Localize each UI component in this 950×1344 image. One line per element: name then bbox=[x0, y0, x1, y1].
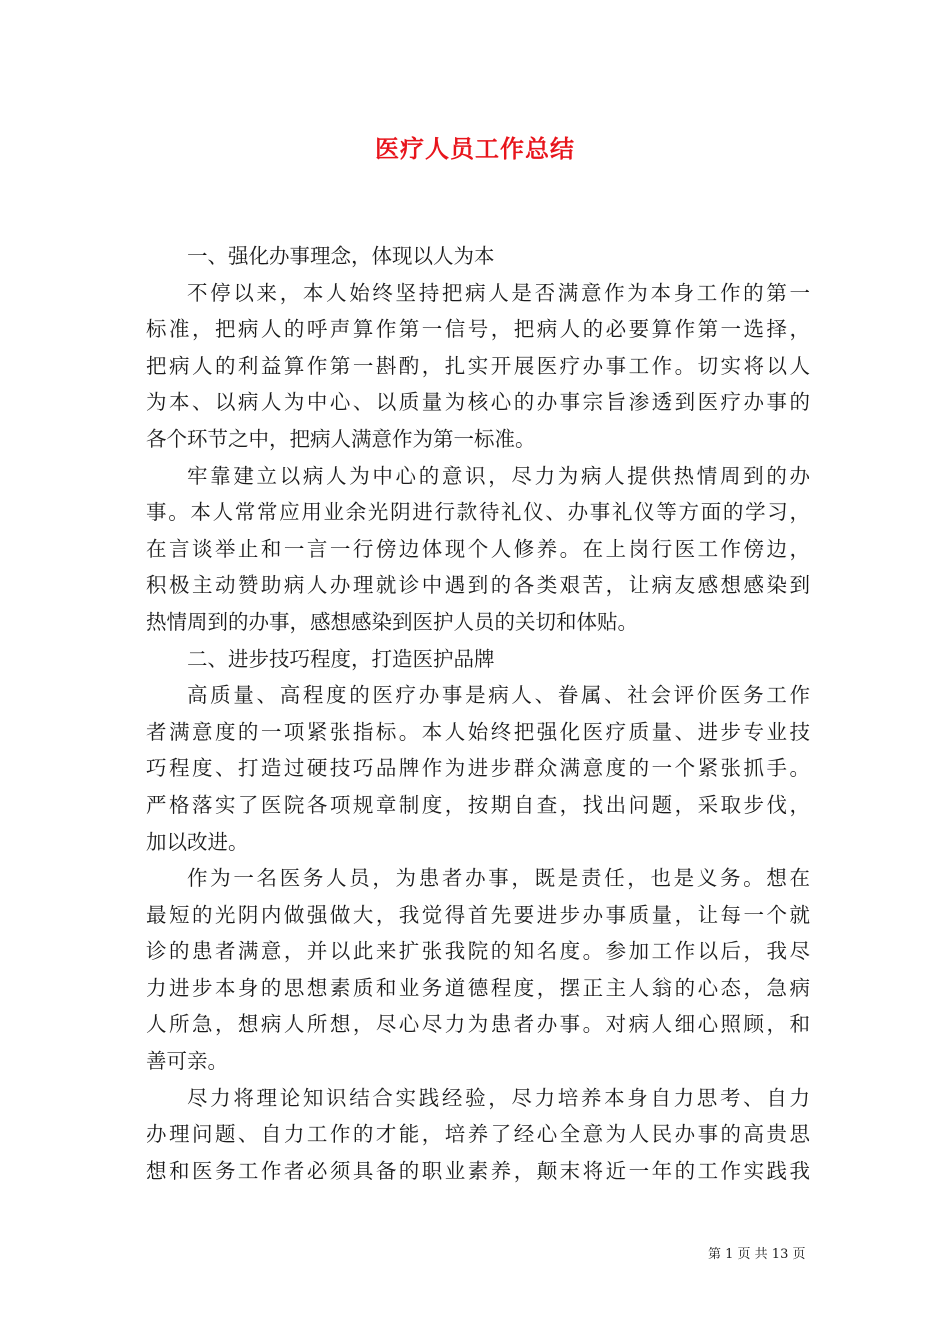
text-line: 善可亲。 bbox=[146, 1049, 228, 1074]
document-title: 医疗人员工作总结 bbox=[375, 134, 575, 163]
text-line: 为本、以病人为中心、以质量为核心的办事宗旨渗透到医疗办事的 bbox=[146, 390, 810, 415]
text-line: 者满意度的一项紧张指标。本人始终把强化医疗质量、进步专业技 bbox=[146, 719, 810, 744]
text-line: 把病人的利益算作第一斟酌，扎实开展医疗办事工作。切实将以人 bbox=[146, 353, 810, 378]
page-number: 第 1 页 共 13 页 bbox=[708, 1247, 806, 1262]
section-heading: 二、进步技巧程度，打造医护品牌 bbox=[187, 646, 495, 671]
text-line: 标准，把病人的呼声算作第一信号，把病人的必要算作第一选择， bbox=[146, 317, 810, 342]
document-body bbox=[146, 238, 810, 1189]
text-line: 人所急，想病人所想，尽心尽力为患者办事。对病人细心照顾，和 bbox=[146, 1012, 810, 1037]
text-line: 办理问题、自力工作的才能，培养了经心全意为人民办事的高贵思 bbox=[146, 1122, 810, 1147]
text-line: 牢靠建立以病人为中心的意识，尽力为病人提供热情周到的办 bbox=[187, 463, 810, 488]
text-line: 事。本人常常应用业余光阴进行款待礼仪、办事礼仪等方面的学习， bbox=[146, 500, 810, 525]
text-line: 最短的光阴内做强做大，我觉得首先要进步办事质量，让每一个就 bbox=[146, 902, 810, 927]
text-line: 高质量、高程度的医疗办事是病人、眷属、社会评价医务工作 bbox=[187, 683, 810, 708]
text-line: 在言谈举止和一言一行傍边体现个人修养。在上岗行医工作傍边， bbox=[146, 536, 810, 561]
text-line: 加以改进。 bbox=[146, 829, 249, 854]
text-line: 想和医务工作者必须具备的职业素养，颠末将近一年的工作实践我 bbox=[146, 1158, 810, 1183]
section-heading: 一、强化办事理念，体现以人为本 bbox=[187, 244, 495, 268]
text-line: 各个环节之中，把病人满意作为第一标准。 bbox=[146, 426, 536, 451]
text-line: 积极主动赞助病人办理就诊中遇到的各类艰苦，让病友感想感染到 bbox=[146, 573, 810, 598]
text-line: 严格落实了医院各项规章制度，按期自查，找出问题，采取步伐， bbox=[146, 792, 810, 817]
text-line: 热情周到的办事，感想感染到医护人员的关切和体贴。 bbox=[146, 609, 638, 634]
text-line: 尽力将理论知识结合实践经验，尽力培养本身自力思考、自力 bbox=[187, 1085, 810, 1110]
text-line: 力进步本身的思想素质和业务道德程度，摆正主人翁的心态，急病 bbox=[146, 975, 810, 1000]
text-line: 作为一名医务人员，为患者办事，既是责任，也是义务。想在 bbox=[187, 866, 810, 891]
text-line: 不停以来，本人始终坚持把病人是否满意作为本身工作的第一 bbox=[187, 280, 810, 305]
text-line: 巧程度、打造过硬技巧品牌作为进步群众满意度的一个紧张抓手。 bbox=[146, 756, 810, 781]
text-line: 诊的患者满意，并以此来扩张我院的知名度。参加工作以后，我尽 bbox=[146, 939, 810, 964]
